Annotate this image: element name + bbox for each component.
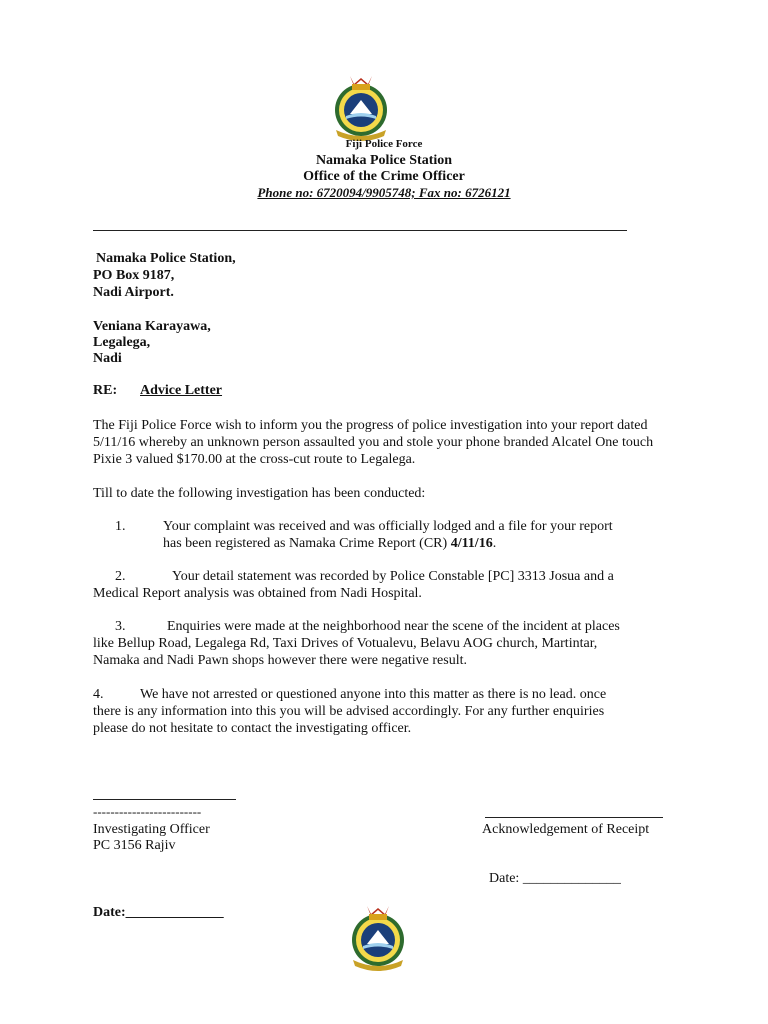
officer-name: PC 3156 Rajiv bbox=[93, 838, 176, 853]
item-3-line-c: Namaka and Nadi Pawn shops however there were negative result. bbox=[93, 653, 467, 668]
office-heading: Office of the Crime Officer bbox=[303, 169, 465, 184]
officer-date: Date:______________ bbox=[93, 905, 224, 920]
re-label: RE: bbox=[93, 383, 118, 398]
receipt-signature-line bbox=[485, 817, 663, 818]
officer-dashes: ------------------------- bbox=[93, 804, 202, 819]
item-4-line-c: please do not hesitate to contact the investigating officer. bbox=[93, 721, 412, 736]
item-4-number: 4. bbox=[93, 687, 104, 702]
recipient-line-2: Legalega, bbox=[93, 335, 151, 350]
item-1-number: 1. bbox=[115, 519, 126, 534]
cr-number: 4/11/16 bbox=[450, 536, 493, 551]
recipient-line-3: Nadi bbox=[93, 351, 122, 366]
org-small-title: Fiji Police Force bbox=[345, 138, 423, 150]
sender-line-3: Nadi Airport. bbox=[93, 285, 174, 300]
recipient-line-1: Veniana Karayawa, bbox=[93, 319, 211, 334]
officer-signature-line bbox=[93, 799, 236, 800]
item-2-line-a: Your detail statement was recorded by Police Constable [PC] 3313 Josua and a bbox=[172, 569, 614, 584]
station-heading: Namaka Police Station bbox=[315, 153, 453, 168]
sender-line-1: Namaka Police Station, bbox=[96, 251, 236, 266]
item-4-line-a: We have not arrested or questioned anyone into this matter as there is no lead. once bbox=[140, 687, 607, 702]
item-2-number: 2. bbox=[115, 569, 126, 584]
police-crest-logo-bottom bbox=[343, 900, 413, 972]
item-2-line-b: Medical Report analysis was obtained from Nadi Hospital. bbox=[93, 586, 422, 601]
item-4-line-b: there is any information into this you will be advised accordingly. For any further enquiries bbox=[93, 704, 605, 719]
item-1-end: . bbox=[492, 536, 497, 551]
item-1-line-a: Your complaint was received and was officially lodged and a file for your report bbox=[163, 519, 613, 534]
sender-line-2: PO Box 9187, bbox=[93, 268, 175, 283]
till-date-line: Till to date the following investigation has been conducted: bbox=[93, 486, 426, 501]
item-3-line-b: like Bellup Road, Legalega Rd, Taxi Drives of Votualevu, Belavu AOG church, Martintar, bbox=[93, 636, 598, 651]
item-1-line-b bbox=[163, 535, 496, 552]
header-divider bbox=[93, 230, 627, 231]
intro-paragraph: The Fiji Police Force wish to inform you the progress of police investigation into your report dated 5/11/16 whereby an unknown person assaulted you and stole your phone branded Alcatel One touch Pixie 3 valued $170.00 at the cross-cut route to Legalega. bbox=[93, 418, 654, 467]
officer-title: Investigating Officer bbox=[93, 822, 210, 837]
re-subject: Advice Letter bbox=[140, 383, 223, 398]
police-crest-logo bbox=[328, 70, 394, 142]
receipt-title: Acknowledgement of Receipt bbox=[482, 822, 650, 837]
item-1-text: has been registered as Namaka Crime Report (CR) bbox=[163, 536, 448, 551]
contact-line: Phone no: 6720094/9905748; Fax no: 6726121 bbox=[257, 185, 511, 200]
subject-line bbox=[93, 383, 222, 399]
item-3-number: 3. bbox=[115, 619, 126, 634]
item-3-line-a: Enquiries were made at the neighborhood near the scene of the incident at places bbox=[167, 619, 620, 634]
receipt-date: Date: ______________ bbox=[489, 871, 621, 886]
